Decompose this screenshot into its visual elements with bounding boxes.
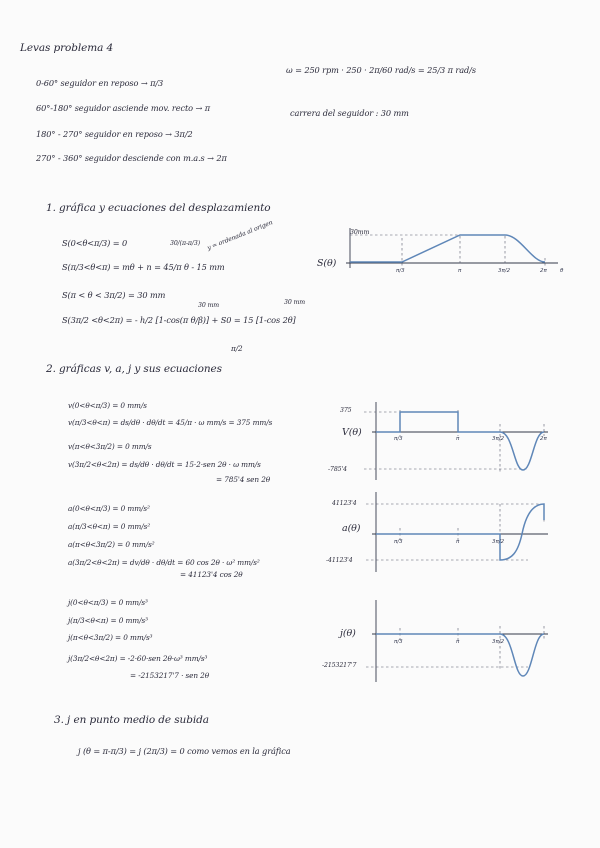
a-equation-1: a(0<θ<π/3) = 0 mm/s² [68, 504, 150, 513]
s-note-30mm-a: 30 mm [198, 302, 220, 309]
a-equation-5: = 41123'4 cos 2θ [180, 570, 243, 579]
j-equation-1: j(0<θ<π/3) = 0 mm/s³ [68, 598, 148, 607]
v-tick-1: π/3 [394, 436, 403, 442]
a-graph-ylabel: a(θ) [342, 523, 361, 534]
follower-stroke-line: carrera del seguidor : 30 mm [290, 108, 409, 118]
section-1-heading: 1. gráfica y ecuaciones del desplazamiento [46, 202, 271, 214]
page-title: Levas problema 4 [20, 42, 114, 54]
a-equation-2: a(π/3<θ<π) = 0 mm/s² [68, 522, 151, 531]
v-tick-2: π [456, 436, 460, 442]
interval-line-2: 60°-180° seguidor asciende mov. recto → π [36, 103, 211, 113]
v-tick-3: 3π/2 [492, 436, 505, 442]
s-note-intercept: y = ordenada al origen [206, 219, 274, 252]
section-3-equation: j (θ = π-π/3) = j (2π/3) = 0 como vemos en la gráfica [78, 746, 291, 756]
v-graph-ybottom: -785'4 [328, 466, 347, 473]
s-note-beta: π/2 [231, 344, 243, 353]
j-tick-3: 3π/2 [492, 639, 505, 645]
s-equation-3: S(π < θ < 3π/2) = 30 mm [62, 290, 166, 300]
s-equation-4: S(3π/2 <θ<2π) = - h/2 [1-cos(π θ/β)] + S0 = 15 [1-cos 2θ] [62, 315, 296, 325]
interval-line-1: 0-60° seguidor en reposo → π/3 [36, 78, 164, 88]
v-equation-4: v(3π/2<θ<2π) = ds/dθ · dθ/dt = 15·2·sen 2θ · ω mm/s [68, 460, 261, 469]
v-equation-3: v(π<θ<3π/2) = 0 mm/s [68, 442, 152, 451]
j-graph-ylabel: j(θ) [340, 628, 356, 639]
j-equation-4: j(3π/2<θ<2π) = -2·60·sen 2θ·ω³ mm/s³ [68, 654, 208, 663]
j-tick-2: π [456, 639, 460, 645]
a-graph-ybottom: -41123'4 [326, 557, 353, 564]
v-graph [368, 402, 558, 482]
a-tick-2: π [456, 539, 460, 545]
a-tick-3: 3π/2 [492, 539, 505, 545]
s-graph [340, 228, 570, 278]
j-graph [368, 600, 558, 685]
a-graph [368, 492, 558, 577]
j-equation-5: = -2153217'7 · sen 2θ [130, 671, 210, 680]
a-tick-1: π/3 [394, 539, 403, 545]
v-equation-5: = 785'4 sen 2θ [216, 475, 271, 484]
interval-line-4: 270° - 360° seguidor desciende con m.a.s → 2π [36, 153, 227, 163]
section-2-heading: 2. gráficas v, a, j y sus ecuaciones [46, 363, 222, 375]
s-note-30mm-b: 30 mm [284, 299, 306, 306]
s-note-slope: 30/(π-π/3) [170, 240, 201, 247]
s-equation-1: S(0<θ<π/3) = 0 [62, 238, 128, 248]
v-equation-1: v(0<θ<π/3) = 0 mm/s [68, 401, 147, 410]
s-equation-2: S(π/3<θ<π) = mθ + n = 45/π θ - 15 mm [62, 262, 225, 272]
s-tick-1: π/3 [396, 268, 405, 274]
j-tick-1: π/3 [394, 639, 403, 645]
v-graph-ylabel: V(θ) [342, 427, 362, 438]
s-tick-4: 2π [540, 268, 547, 274]
j-equation-3: j(π<θ<3π/2) = 0 mm/s³ [68, 633, 153, 642]
interval-line-3: 180° - 270° seguidor en reposo → 3π/2 [36, 129, 193, 139]
a-graph-ytop: 41123'4 [332, 500, 357, 507]
angular-velocity-line: ω = 250 rpm · 250 · 2π/60 rad/s = 25/3 π rad/s [286, 65, 476, 75]
s-tick-3: 3π/2 [498, 268, 511, 274]
v-tick-4: 2π [540, 436, 547, 442]
v-equation-2: v(π/3<θ<π) = ds/dθ · dθ/dt = 45/π · ω mm/s = 375 mm/s [68, 418, 273, 427]
s-graph-ylabel: S(θ) [317, 258, 337, 269]
j-equation-2: j(π/3<θ<π) = 0 mm/s³ [68, 616, 148, 625]
a-equation-4: a(3π/2<θ<2π) = dv/dθ · dθ/dt = 60 cos 2θ · ω² mm/s² [68, 558, 260, 567]
a-equation-3: a(π<θ<3π/2) = 0 mm/s² [68, 540, 155, 549]
s-axis-end: θ [560, 268, 564, 274]
s-tick-2: π [458, 268, 462, 274]
v-graph-ytop: 375 [340, 407, 352, 414]
j-graph-ybottom: -2153217'7 [322, 662, 357, 669]
s-graph-ytop: 30mm [350, 229, 370, 236]
section-3-heading: 3. j en punto medio de subida [54, 714, 209, 726]
